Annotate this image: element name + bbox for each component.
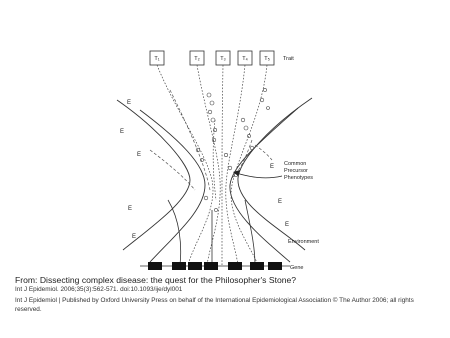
precursor-label-line1: Common <box>284 161 307 167</box>
trait-boxes <box>150 51 274 65</box>
caption-title: From: Dissecting complex disease: the quest for the Philosopher's Stone? <box>15 275 297 285</box>
e-marker: E <box>285 222 290 228</box>
trait-label-t2: T₂ <box>194 56 200 62</box>
precursor-label-line3: Phenotypes <box>284 175 314 181</box>
trait-caption: Trait <box>283 56 294 62</box>
solid-gene-paths <box>168 200 255 265</box>
gene-block <box>204 262 218 270</box>
environment-curves <box>117 98 312 262</box>
gene-block <box>250 262 264 270</box>
environment-label: Environment <box>288 239 319 245</box>
precursor-label-line2: Precursor <box>284 168 308 174</box>
e-marker: E <box>270 164 275 170</box>
e-marker: E <box>137 152 142 158</box>
trait-label-t5: T₅ <box>264 56 270 62</box>
trait-label-t4: T₄ <box>242 56 248 62</box>
gene-block <box>268 262 282 270</box>
gene-block <box>188 262 202 270</box>
gene-block <box>148 262 162 270</box>
e-marker: E <box>132 234 137 240</box>
trait-label-t3: T₃ <box>220 56 226 62</box>
e-marker: E <box>278 199 283 205</box>
gene-bar <box>140 262 290 270</box>
gene-block <box>228 262 242 270</box>
gene-block <box>172 262 186 270</box>
caption-citation: Int J Epidemiol. 2006;35(3):562-571. doi:10.1093/ije/dyl001 <box>15 286 183 293</box>
e-marker: E <box>128 206 133 212</box>
gene-label: Gene <box>290 265 304 271</box>
trait-label-t1: T₁ <box>154 56 160 62</box>
precursor-arrow <box>236 173 282 178</box>
e-marker: E <box>120 129 125 135</box>
e-marker: E <box>127 100 132 106</box>
caption-rights: Int J Epidemiol | Published by Oxford University Press on behalf of the International Epidemiological Association © The Author 2006; all rights reserved. <box>15 297 414 313</box>
